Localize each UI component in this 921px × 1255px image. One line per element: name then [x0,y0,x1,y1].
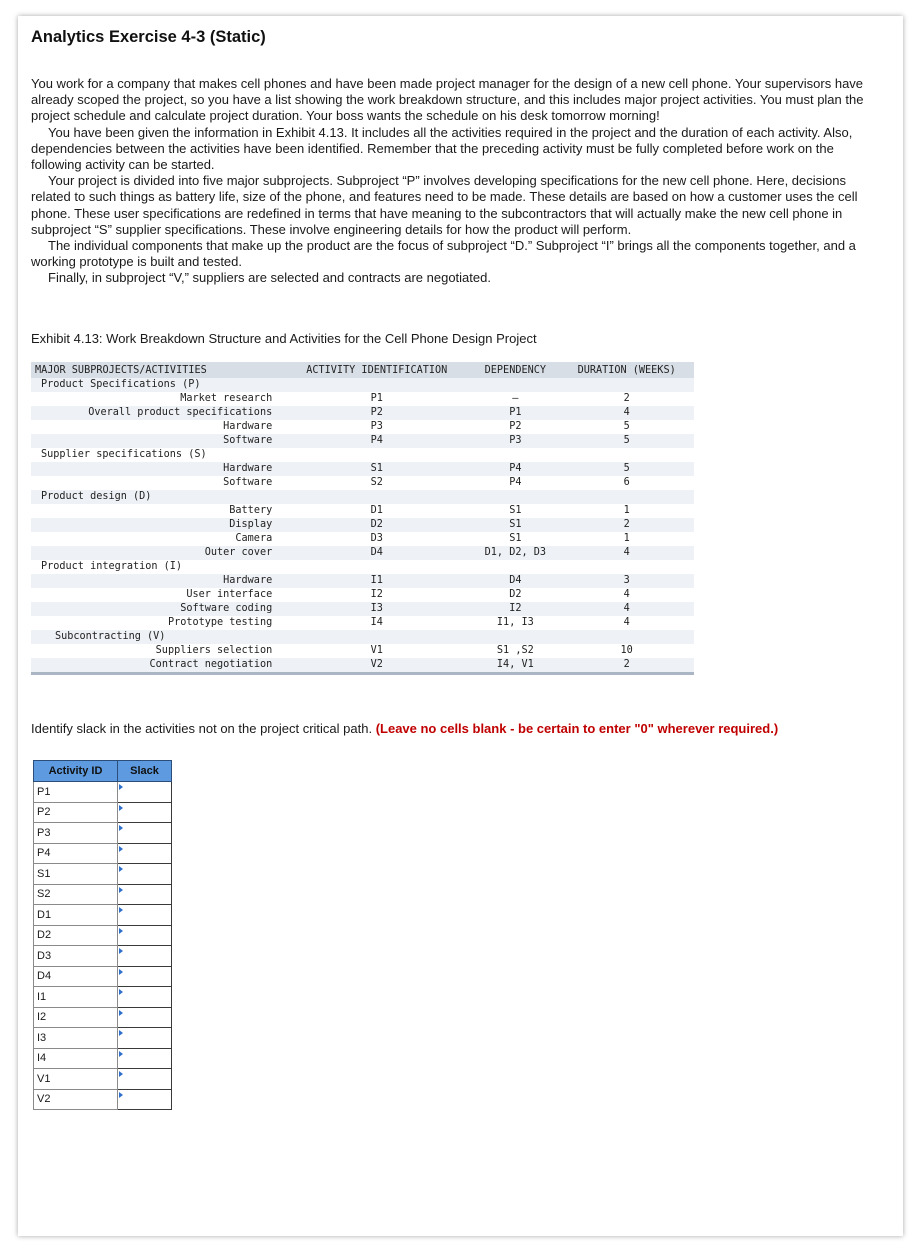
exhibit-row [31,476,694,490]
answer-row [34,925,172,946]
activity-id-cell: V2 [34,1089,118,1110]
exhibit-cell-name: Supplier specifications (S) [41,449,207,460]
page-title: Analytics Exercise 4-3 (Static) [31,28,266,46]
exhibit-row [31,644,694,658]
exhibit-cell-id [282,560,471,574]
answer-header-activity-id: Activity ID [34,761,118,782]
exhibit-cell-name: Hardware [223,421,273,432]
slack-cell [118,1007,172,1028]
exhibit-cell-dep [471,378,559,392]
answer-row [34,1089,172,1110]
exhibit-cell-dur: 6 [623,477,630,488]
exhibit-cell-dep: P4 [471,462,559,476]
answer-row [34,905,172,926]
exhibit-row [31,532,694,546]
exhibit-cell-dep [471,490,559,504]
activity-id-cell: P2 [34,802,118,823]
slack-input-i1[interactable] [118,987,171,1006]
exhibit-cell-id [282,448,471,462]
exhibit-cell-id: S2 [370,477,383,488]
exhibit-row [31,392,694,406]
slack-cell [118,843,172,864]
exhibit-cell-dep: P2 [509,421,522,432]
exhibit-cell-id [282,378,471,392]
exhibit-cell-id: P1 [370,393,383,404]
slack-cell [118,966,172,987]
exhibit-cell-id: D3 [370,533,383,544]
slack-cell [118,946,172,967]
exhibit-cell-name: Market research [180,393,273,404]
exhibit-cell-id: P3 [370,421,383,432]
answer-row [34,966,172,987]
answer-row [34,1069,172,1090]
exhibit-cell-dep: D2 [509,589,522,600]
exhibit-cell-dep: P4 [509,477,522,488]
paragraph: The individual components that make up the product are the focus of subproject “D.” Subproject “I” brings all the components together, and a working prototype is built and tested. [31,238,856,270]
exhibit-cell-id: D4 [282,546,471,560]
exhibit-cell-name: Overall product specifications [31,406,282,420]
activity-id-cell: S2 [34,884,118,905]
activity-id-cell: P3 [34,823,118,844]
exhibit-row [31,378,694,392]
answer-row [34,782,172,803]
exhibit-cell-dur: 5 [559,462,694,476]
exhibit-cell-dur [559,490,694,504]
exhibit-cell-dep: I1, I3 [496,617,534,628]
instruction-text: Identify slack in the activities not on the project critical path. [31,721,373,736]
question-panel [18,16,903,1236]
exhibit-caption: Exhibit 4.13: Work Breakdown Structure and Activities for the Cell Phone Design Project [31,331,537,346]
slack-cell [118,1069,172,1090]
exhibit-cell-dep: I2 [471,602,559,616]
exhibit-cell-id [282,630,471,644]
exhibit-row [31,546,694,560]
answer-row [34,1007,172,1028]
exhibit-cell-dur [559,560,694,574]
exhibit-cell-dur: 3 [559,574,694,588]
exhibit-cell-name: Software coding [31,602,282,616]
slack-cell [118,864,172,885]
exhibit-cell-dur: 5 [559,434,694,448]
slack-input-s1[interactable] [118,864,171,883]
paragraph: You have been given the information in Exhibit 4.13. It includes all the activities required in the project and the duration of each activity. Also, dependencies between the activities have been identified. Remember that the preceding activity must be fully completed before work on the following activity can be started. [31,124,853,173]
answer-row [34,843,172,864]
exhibit-cell-id [282,490,471,504]
exhibit-cell-dur: 4 [559,602,694,616]
exhibit-cell-id: D2 [282,518,471,532]
slack-cell [118,884,172,905]
exhibit-cell-id: I1 [282,574,471,588]
slack-cell [118,782,172,803]
exhibit-cell-dur: 1 [623,533,630,544]
exhibit-cell-id: P2 [282,406,471,420]
slack-input-d2[interactable] [118,926,171,945]
slack-input-p4[interactable] [118,844,171,863]
exhibit-cell-id: I2 [370,589,383,600]
exhibit-row [31,434,694,448]
answer-header-slack: Slack [118,761,172,782]
exhibit-table [31,362,694,675]
exhibit-cell-id: V1 [370,645,383,656]
activity-id-cell: D4 [34,966,118,987]
slack-input-d1[interactable] [118,905,171,924]
exhibit-cell-dep: D4 [471,574,559,588]
exhibit-cell-dep: P3 [471,434,559,448]
exhibit-cell-name: Outer cover [31,546,282,560]
exhibit-cell-dep [471,630,559,644]
slack-cell [118,1028,172,1049]
activity-id-cell: D3 [34,946,118,967]
exhibit-cell-dep: S1 ,S2 [496,645,534,656]
exhibit-row [31,630,694,644]
exhibit-cell-dep: S1 [509,505,522,516]
slack-input-i2[interactable] [118,1008,171,1027]
exhibit-cell-dur: 10 [620,645,633,656]
exhibit-cell-dep [471,448,559,462]
answer-row [34,1028,172,1049]
exhibit-header: ACTIVITY IDENTIFICATION [282,362,471,378]
slack-input-d4[interactable] [118,967,171,986]
activity-id-cell: I3 [34,1028,118,1049]
answer-row [34,987,172,1008]
answer-table [33,760,172,1110]
exhibit-cell-name: Product Specifications (P) [31,378,282,392]
exhibit-cell-dur: 2 [559,518,694,532]
exhibit-cell-dur: 4 [623,589,630,600]
exhibit-row [31,602,694,616]
exhibit-row [31,490,694,504]
slack-cell [118,925,172,946]
instruction-warning: (Leave no cells blank - be certain to enter "0" wherever required.) [375,721,779,736]
exhibit-cell-name: User interface [186,589,273,600]
exhibit-row [31,448,694,462]
activity-id-cell: I1 [34,987,118,1008]
problem-statement [31,76,881,287]
exhibit-header: DURATION (WEEKS) [559,362,694,378]
exhibit-cell-name: Subcontracting (V) [31,630,282,644]
activity-id-cell: P1 [34,782,118,803]
exhibit-cell-dep: I4, V1 [471,658,559,672]
exhibit-cell-dur: 2 [623,393,630,404]
answer-row [34,884,172,905]
exhibit-row [31,560,694,574]
exhibit-cell-id: S1 [282,462,471,476]
exhibit-cell-dep: D1, D2, D3 [471,546,559,560]
exhibit-cell-dur: 1 [623,505,630,516]
slack-input-v2[interactable] [118,1090,171,1109]
exhibit-cell-dur: 4 [623,617,630,628]
exhibit-cell-name: Display [31,518,282,532]
exhibit-cell-name: Hardware [31,462,282,476]
answer-row [34,946,172,967]
slack-input-p1[interactable] [118,782,171,801]
exhibit-cell-dur: 4 [559,546,694,560]
activity-id-cell: I2 [34,1007,118,1028]
exhibit-cell-id: P4 [282,434,471,448]
exhibit-cell-name: Hardware [31,574,282,588]
slack-input-i3[interactable] [118,1028,171,1047]
exhibit-header: DEPENDENCY [471,362,559,378]
exhibit-cell-name: Prototype testing [167,617,273,628]
slack-input-d3[interactable] [118,946,171,965]
slack-cell [118,1048,172,1069]
instruction [31,721,778,736]
exhibit-row [31,462,694,476]
exhibit-cell-id: I3 [282,602,471,616]
activity-id-cell: D2 [34,925,118,946]
exhibit-header: MAJOR SUBPROJECTS/ACTIVITIES [31,362,282,378]
activity-id-cell: V1 [34,1069,118,1090]
slack-cell [118,823,172,844]
activity-id-cell: D1 [34,905,118,926]
exhibit-cell-dur [559,448,694,462]
paragraph: Your project is divided into five major subprojects. Subproject “P” involves developing specifications for the new cell phone. Here, decisions related to such things as battery life, size of the phone, and features need to be made. These details are based on how a customer uses the cell phone. These user specifications are redefined in terms that have meaning to the subcontractors that will actually make the new cell phone in subproject “S” supplier specifications. These involve engineering details for how the product will perform. [31,173,858,237]
activity-id-cell: I4 [34,1048,118,1069]
slack-cell [118,905,172,926]
exhibit-cell-name: Software [31,434,282,448]
slack-input-p2[interactable] [118,803,171,822]
slack-cell [118,802,172,823]
exhibit-cell-dep: — [512,393,519,404]
exhibit-cell-dep: S1 [471,518,559,532]
exhibit-cell-name: Contract negotiation [31,658,282,672]
activity-id-cell: P4 [34,843,118,864]
exhibit-cell-dep: S1 [509,533,522,544]
exhibit-cell-dur [559,378,694,392]
exhibit-row [31,518,694,532]
exhibit-cell-name: Camera [235,533,273,544]
exhibit-cell-name: Suppliers selection [155,645,273,656]
exhibit-cell-dep: P1 [471,406,559,420]
exhibit-cell-name: Product design (D) [31,490,282,504]
exhibit-row [31,588,694,602]
answer-row [34,802,172,823]
slack-cell [118,1089,172,1110]
exhibit-row [31,616,694,630]
exhibit-row [31,658,694,672]
exhibit-cell-id: I4 [370,617,383,628]
paragraph: Finally, in subproject “V,” suppliers are selected and contracts are negotiated. [48,270,491,286]
exhibit-cell-dep [471,560,559,574]
answer-row [34,823,172,844]
slack-input-p3[interactable] [118,823,171,842]
exhibit-row [31,574,694,588]
slack-input-i4[interactable] [118,1049,171,1068]
answer-row [34,1048,172,1069]
exhibit-cell-name: Software [223,477,273,488]
answer-row [34,864,172,885]
exhibit-row [31,420,694,434]
exhibit-cell-dur: 5 [623,421,630,432]
exhibit-cell-name: Product integration (I) [41,561,183,572]
exhibit-row [31,406,694,420]
exhibit-cell-dur [559,630,694,644]
exhibit-row [31,504,694,518]
slack-input-v1[interactable] [118,1069,171,1088]
slack-input-s2[interactable] [118,885,171,904]
exhibit-cell-name: Battery [229,505,273,516]
exhibit-cell-dur: 2 [559,658,694,672]
exhibit-cell-id: D1 [370,505,383,516]
slack-cell [118,987,172,1008]
activity-id-cell: S1 [34,864,118,885]
exhibit-cell-id: V2 [282,658,471,672]
exhibit-cell-dur: 4 [559,406,694,420]
paragraph: You work for a company that makes cell phones and have been made project manager for the design of a new cell phone. Your supervisors have already scoped the project, so you have a list showing the work breakdown structure, and this includes major project activities. You must plan the project schedule and calculate project duration. Your boss wants the schedule on his desk tomorrow morning! [31,76,864,124]
